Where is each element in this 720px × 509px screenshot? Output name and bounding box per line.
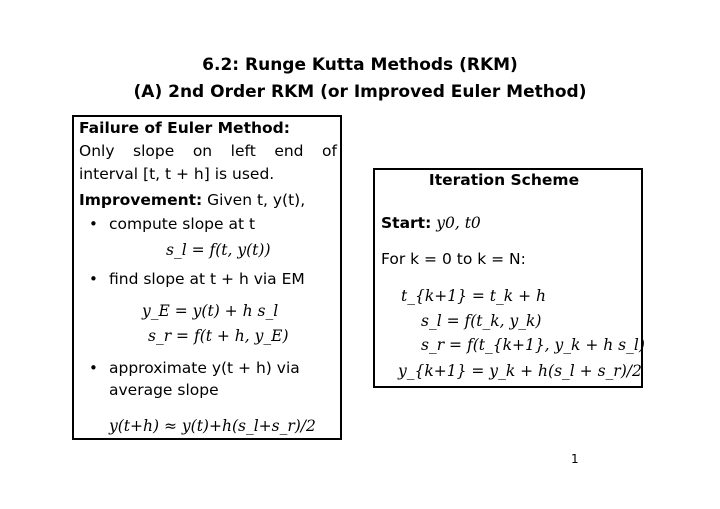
slide-subtitle: (A) 2nd Order RKM (or Improved Euler Method)	[133, 82, 587, 102]
failure-text-line2-content: interval [t, t + h] is used.	[79, 165, 275, 183]
start-label: Start:	[381, 214, 432, 232]
iteration-eq-sl: s_l = f(t_k, y_k)	[421, 312, 542, 330]
equation-final: y(t+h) ≈ y(t)+h(s_l+s_r)/2	[109, 417, 316, 435]
equation-yE: y_E = y(t) + h s_l	[142, 302, 279, 320]
bullet-dot: •	[89, 359, 98, 377]
slide-title: 6.2: Runge Kutta Methods (RKM)	[202, 55, 518, 75]
euler-failure-box	[72, 115, 342, 440]
word: end	[274, 142, 304, 160]
loop-text: For k = 0 to k = N:	[381, 250, 526, 268]
start-value: y0, t0	[436, 214, 481, 232]
equation-sr: s_r = f(t + h, y_E)	[148, 327, 289, 345]
bullet-dot: •	[89, 215, 98, 233]
word: of	[322, 142, 337, 160]
failure-heading: Failure of Euler Method:	[79, 119, 290, 137]
bullet-find-slope: find slope at t + h via EM	[109, 270, 305, 288]
bullet-compute-slope: compute slope at t	[109, 215, 256, 233]
iteration-scheme-heading: Iteration Scheme	[428, 171, 580, 189]
bullet-approximate-line2: average slope	[109, 381, 219, 399]
word: slope	[133, 142, 175, 160]
failure-text-line2	[79, 165, 274, 183]
improvement-heading: Improvement:	[79, 191, 203, 209]
equation-slope-left: s_l = f(t, y(t))	[166, 241, 271, 259]
word: Only	[79, 142, 115, 160]
word: on	[192, 142, 213, 160]
bullet-dot: •	[89, 270, 98, 288]
word: left	[230, 142, 256, 160]
improvement-text: Given t, y(t),	[207, 191, 306, 209]
improvement-line	[79, 191, 305, 209]
failure-text-line1	[79, 142, 337, 160]
iteration-eq-t: t_{k+1} = t_k + h	[401, 287, 546, 305]
page-number: 1	[571, 452, 579, 466]
bullet-approximate-line1: approximate y(t + h) via	[109, 359, 300, 377]
iteration-scheme-box	[373, 168, 643, 388]
iteration-eq-y: y_{k+1} = y_k + h(s_l + s_r)/2	[398, 362, 642, 380]
start-line	[381, 214, 481, 232]
iteration-eq-sr: s_r = f(t_{k+1}, y_k + h s_l)	[421, 336, 645, 354]
